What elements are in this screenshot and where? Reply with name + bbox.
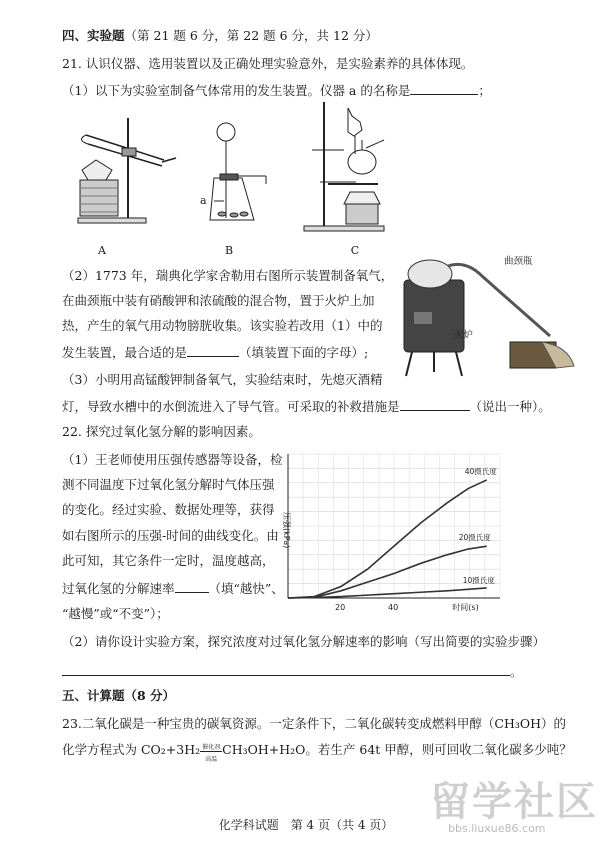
- q21-part1: [62, 82, 491, 99]
- furnace-drawing: [404, 280, 464, 376]
- series-label-20c: 20摄氏度: [458, 533, 491, 543]
- q23-eq-suffix: CH₃OH+H₂O。若生产 64t 甲醇，则可回收二氧化碳多少吨？: [222, 742, 572, 757]
- instrument-a-label: a: [200, 194, 207, 207]
- q22-part2: （2）请你设计实验方案，探究浓度对过氧化氢分解速率的影响（写出简要的实验步骤）: [62, 634, 545, 649]
- q22-part1-line2: 测不同温度下过氧化氢分解时气体压强: [62, 477, 275, 492]
- apparatus-label-b: B: [224, 244, 234, 257]
- section-5-title: 五、计算题（8 分）: [62, 688, 176, 703]
- q21-part2-line3: 热，产生的氧气用动物膀胱收集。该实验若改用（1）中的: [62, 318, 383, 333]
- watermark-logo: 留学社区: [430, 779, 598, 825]
- chart-x-label: 时间(s): [452, 603, 479, 612]
- bladder-block: [510, 342, 574, 368]
- reaction-condition: [200, 743, 222, 763]
- section-4-points: （第 21 题 6 分，第 22 题 6 分，共 12 分）: [124, 28, 378, 43]
- q21-part2-last-end: （填装置下面的字母）;: [239, 345, 369, 360]
- section-4-header: [62, 28, 378, 44]
- q23-line1: 23.二氧化碳是一种宝贵的碳氧资源。一定条件下，二氧化碳转变成燃料甲醇（CH₃OH）的: [62, 716, 567, 731]
- retort-furnace-figure: [392, 250, 582, 385]
- q22-part2-answer-line: [62, 662, 523, 680]
- q21-part2-line4: [62, 344, 368, 361]
- q22-part1-line1: （1）王老师使用压强传感器等设备，检: [62, 452, 283, 467]
- apparatus-b: [210, 123, 266, 220]
- q22-part1-blank-suffix: （填“越快”、: [208, 581, 284, 596]
- apparatus-figure: [66, 100, 396, 245]
- q21-part2-last-text: 发生装置，最合适的是: [62, 345, 188, 360]
- q21-part3-line1: （3）小明用高锰酸钾制备氧气，实验结束时，先熄灭酒精: [62, 372, 383, 387]
- q22-part1-line5: 此可知，其它条件一定时，温度越高，: [62, 553, 275, 568]
- q22-part1-line6: [62, 580, 284, 597]
- chart-x-tick-20: 20: [335, 603, 346, 612]
- q21-part3-line2: [62, 398, 551, 415]
- retort-label: 曲颈瓶: [504, 256, 533, 267]
- chart-x-tick-40: 40: [388, 603, 399, 612]
- catalyst-label: 催化剂: [202, 743, 221, 751]
- section-4-title: 四、实验题: [62, 28, 125, 43]
- q22-part1-line3: 的变化。经过实验、数据处理等，获得: [62, 502, 275, 517]
- q22-part1-options: “越慢”或“不变”）；: [62, 606, 169, 621]
- q21-stem: 21. 认识仪器、选用装置以及正确处理实验意外，是实验素养的具体体现。: [62, 56, 474, 71]
- apparatus-c: [304, 102, 384, 231]
- q21-part1-end: ；: [478, 83, 491, 98]
- pressure-time-chart: [278, 448, 518, 616]
- q22-part2-end: 。: [510, 664, 523, 679]
- answer-blank-experiment[interactable]: [62, 663, 510, 676]
- q23-eq-prefix: 化学方程式为 CO₂+3H₂: [62, 742, 201, 757]
- q23-equation-line: [62, 742, 572, 763]
- q21-part3-line2-text: 灯，导致水槽中的水倒流进入了导气管。可采取的补救措施是: [62, 399, 400, 414]
- series-line-40c: [288, 480, 487, 598]
- q21-part1-text: （1）以下为实验室制备气体常用的发生装置。仪器 a 的名称是: [62, 83, 411, 98]
- answer-blank-rate[interactable]: [175, 580, 209, 593]
- q21-part3-line2-end: （说出一种）。: [469, 399, 551, 414]
- q22-part1-blank-prefix: 过氧化氢的分解速率: [62, 581, 175, 596]
- series-label-10c: 10摄氏度: [462, 575, 495, 585]
- answer-blank-apparatus[interactable]: [187, 344, 239, 357]
- chart-y-label: 压强(kPa): [282, 512, 291, 549]
- furnace-label: 火炉: [454, 330, 474, 341]
- apparatus-label-c: C: [350, 244, 360, 257]
- apparatus-label-a: A: [98, 244, 106, 257]
- watermark-url: bbs.liuxue86.com: [448, 822, 546, 835]
- q22-stem: 22. 探究过氧化氢分解的影响因素。: [62, 424, 261, 439]
- series-label-40c: 40摄氏度: [464, 466, 497, 476]
- apparatus-a: [78, 118, 176, 223]
- answer-blank-remedy[interactable]: [400, 398, 470, 411]
- page-footer: 化学科试题 第 4 页（共 4 页）: [218, 818, 394, 832]
- answer-blank-instrument-a[interactable]: [410, 82, 478, 95]
- q21-part2-line2: 在曲颈瓶中装有硝酸钾和浓硫酸的混合物，置于火炉上加: [62, 293, 375, 308]
- q22-part1-line4: 如右图所示的压强-时间的曲线变化。由: [62, 528, 279, 543]
- high-temp-label: 高温: [205, 755, 218, 763]
- q21-part2-line1: （2）1773 年，瑞典化学家舍勒用右图所示装置制备氧气，: [62, 268, 394, 283]
